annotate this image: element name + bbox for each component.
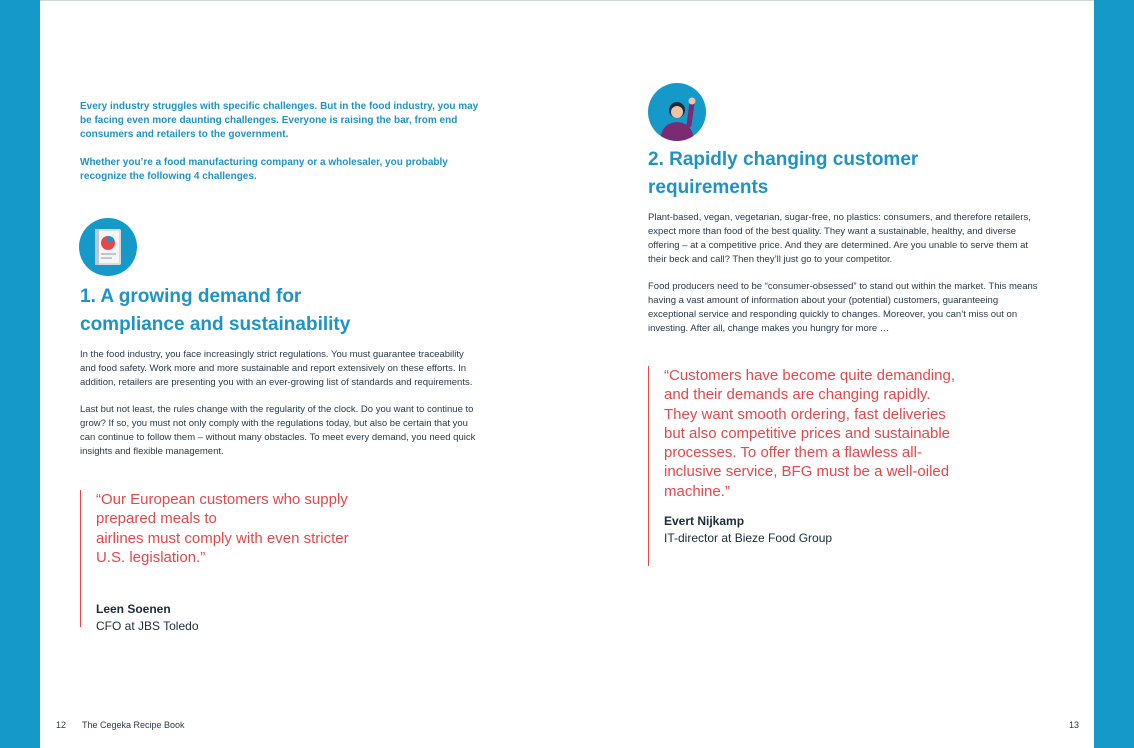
section-heading-compliance: 1. A growing demand for compliance and sustainability — [80, 286, 351, 335]
body-paragraph: In the food industry, you face increasingly strict regulations. You must guarantee traceability and food safety. Work more and more sustainable and report extensively on these efforts. In addition, retailers are presenting you with an ever-growing list of standards and requirements. — [80, 349, 473, 388]
intro-text — [80, 100, 480, 198]
book-title: The Cegeka Recipe Book — [82, 720, 185, 730]
page-top-border — [40, 0, 1094, 1]
body-paragraph: Plant-based, vegan, vegetarian, sugar-free, no plastics: consumers, and therefore retailers, expect more than food of the best quality. They want a sustainable, healthy, and diverse offering – at a competitive price. And they are determined. Are you unable to serve them at their beck and call? Then they’ll just go to your competitor. — [648, 212, 1031, 265]
quote-author-role: CFO at JBS Toledo — [96, 619, 199, 634]
quote-author-name: Evert Nijkamp — [664, 514, 745, 529]
section-body-customer-requirements — [648, 211, 1046, 349]
waving-customer-icon — [648, 83, 706, 141]
section-heading-customer-requirements: 2. Rapidly changing customer requirements — [648, 149, 919, 198]
page-number-left: 12 — [56, 720, 67, 730]
quote-author-name: Leen Soenen — [96, 602, 171, 617]
quote-text: “Our European customers who supply prepared meals to airlines must comply with even stricter U.S. legislation.” — [96, 491, 349, 566]
body-paragraph: Food producers need to be “consumer-obsessed” to stand out within the market. This means having a vast amount of information about your (potential) customers, guaranteeing exceptional service and responding quickly to changes. Moreover, you can’t miss out on investing. After all, change makes you hungry for more … — [648, 281, 1038, 334]
left-margin-bar — [0, 0, 40, 748]
pull-quote-nijkamp — [648, 366, 964, 566]
right-margin-bar — [1094, 0, 1134, 748]
pull-quote-soenen — [80, 490, 416, 634]
intro-paragraph-2: Whether you’re a food manufacturing company or a wholesaler, you probably recognize the following 4 challenges. — [80, 157, 448, 182]
regulations-document-icon — [79, 218, 137, 276]
quote-text: “Customers have become quite demanding, and their demands are changing rapidly. They want smooth ordering, fast deliveries but also competitive prices and sustainable processes. To offer them a flawless all-inclusive service, BFG must be a well-oiled machine.” — [664, 367, 955, 500]
body-paragraph: Last but not least, the rules change with the regularity of the clock. Do you want to continue to grow? If so, you must not only comply with the regulations today, but also be certain that you can continue to follow them – without many obstacles. To meet every demand, you need quick insights and flexible management. — [80, 404, 476, 457]
intro-paragraph-1: Every industry struggles with specific challenges. But in the food industry, you may be facing even more daunting challenges. Everyone is raising the bar, from end consumers and retailers to the government. — [80, 101, 479, 140]
section-body-compliance — [80, 348, 482, 472]
page-number-right: 13 — [1069, 720, 1080, 730]
quote-author-role: IT-director at Bieze Food Group — [664, 531, 833, 546]
